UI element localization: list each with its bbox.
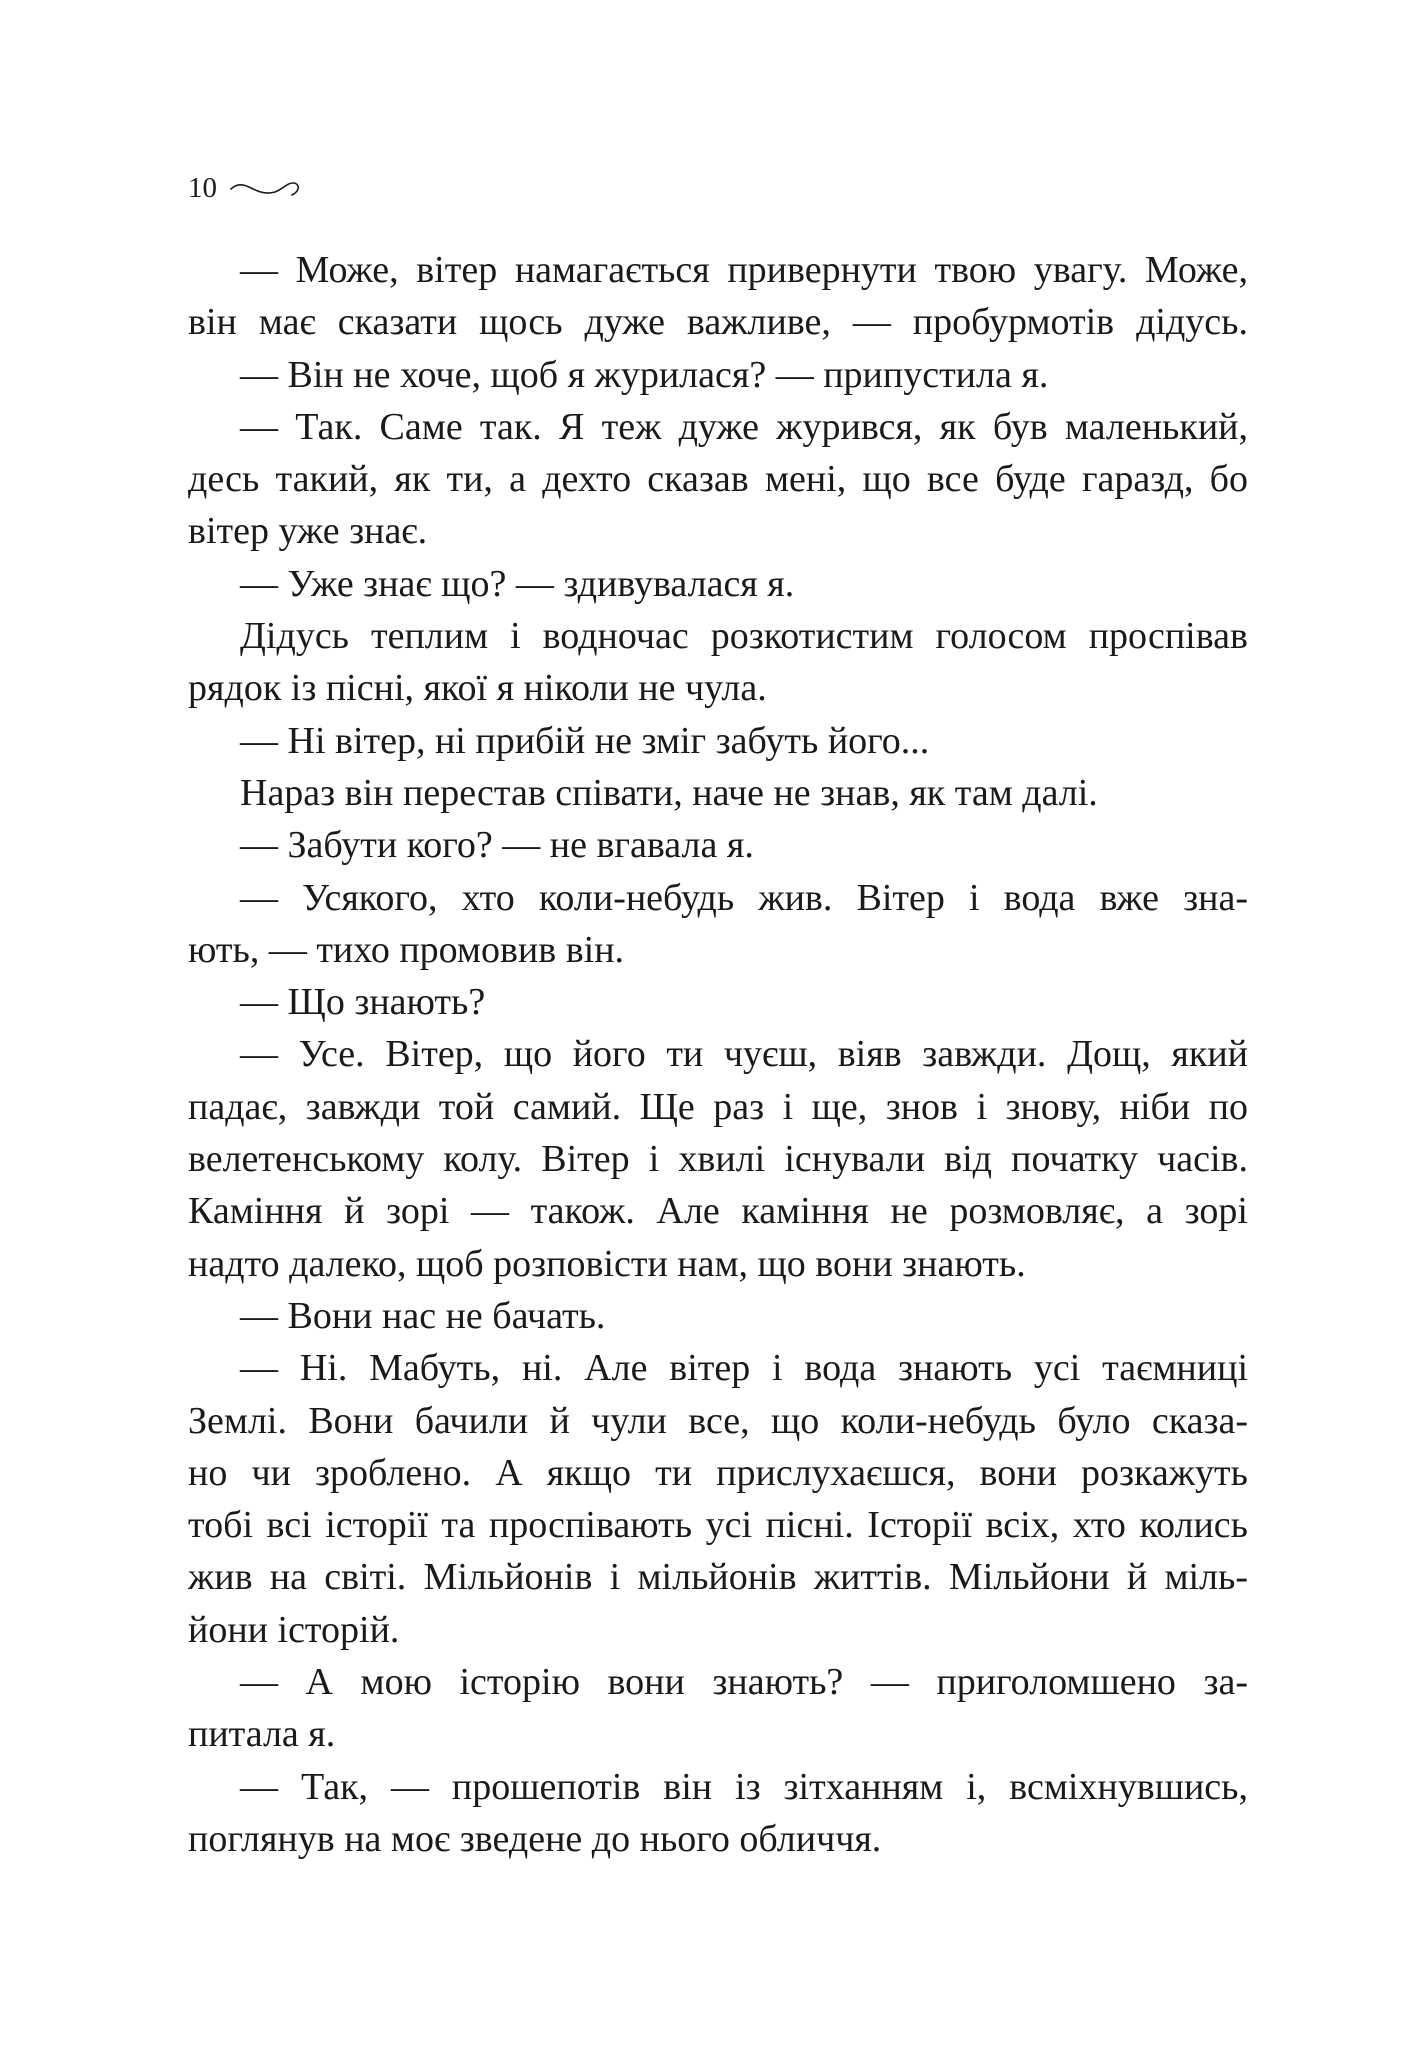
text-line: вітер уже знає. <box>188 510 428 553</box>
text-line: він має сказати щось дуже важливе, — пробурмотів дідусь. <box>188 301 1248 344</box>
text-line: поглянув на моє зведене до нього обличчя. <box>188 1817 882 1860</box>
text-line: падає, завжди той самий. Ще раз і ще, знов і знову, ніби по <box>188 1085 1248 1128</box>
text-line: — Так. Саме так. Я теж дуже журився, як був маленький, <box>240 405 1248 448</box>
text-line: питала я. <box>188 1713 336 1756</box>
flourish-ornament-icon <box>229 178 301 198</box>
running-head <box>188 168 301 208</box>
text-line: — Уже знає що? — здивувалася я. <box>240 562 795 605</box>
text-line: ють, — тихо промовив він. <box>188 928 625 971</box>
page-number: 10 <box>188 171 217 204</box>
text-line: — Що знають? <box>240 981 486 1024</box>
text-line: Дідусь теплим і водночас розкотистим голосом проспівав <box>240 615 1248 658</box>
text-line: — Ні. Мабуть, ні. Але вітер і вода знають усі таємниці <box>240 1347 1248 1390</box>
text-line: Нараз він перестав співати, наче не знав, як там далі. <box>240 771 1098 814</box>
text-line: рядок із пісні, якої я ніколи не чула. <box>188 667 767 710</box>
text-line: велетенському колу. Вітер і хвилі існували від початку часів. <box>188 1138 1248 1181</box>
text-line: жив на світі. Мільйонів і мільйонів життів. Мільйони й міль- <box>188 1556 1248 1599</box>
text-line: надто далеко, щоб розповісти нам, що вони знають. <box>188 1242 1026 1285</box>
text-line: Землі. Вони бачили й чули все, що коли-небудь було сказа- <box>188 1399 1248 1442</box>
text-line: — Усякого, хто коли-небудь жив. Вітер і вода вже зна- <box>240 876 1248 919</box>
text-line: десь такий, як ти, а дехто сказав мені, що все буде гаразд, бо <box>188 458 1248 501</box>
text-line: йони історій. <box>188 1608 400 1651</box>
text-line: — Вони нас не бачать. <box>240 1294 606 1337</box>
text-line: — А мою історію вони знають? — приголомшено за- <box>240 1661 1248 1704</box>
text-line: — Так, — прошепотів він із зітханням і, всміхнувшись, <box>240 1765 1248 1808</box>
text-line: — Ні вітер, ні прибій не зміг забуть його... <box>240 719 930 762</box>
body-text <box>188 244 1248 1865</box>
text-line: — Забути кого? — не вгавала я. <box>240 824 754 867</box>
text-line: — Усе. Вітер, що його ти чуєш, віяв завжди. Дощ, який <box>240 1033 1248 1076</box>
text-line: Каміння й зорі — також. Але каміння не розмовляє, а зорі <box>188 1190 1248 1233</box>
text-line: тобі всі історії та проспівають усі пісні. Історії всіх, хто колись <box>188 1504 1248 1547</box>
text-line: но чи зроблено. А якщо ти прислухаєшся, вони розкажуть <box>188 1451 1248 1494</box>
text-line: — Може, вітер намагається привернути твою увагу. Може, <box>240 249 1248 291</box>
text-line: — Він не хоче, щоб я журилася? — припустила я. <box>240 353 1049 396</box>
